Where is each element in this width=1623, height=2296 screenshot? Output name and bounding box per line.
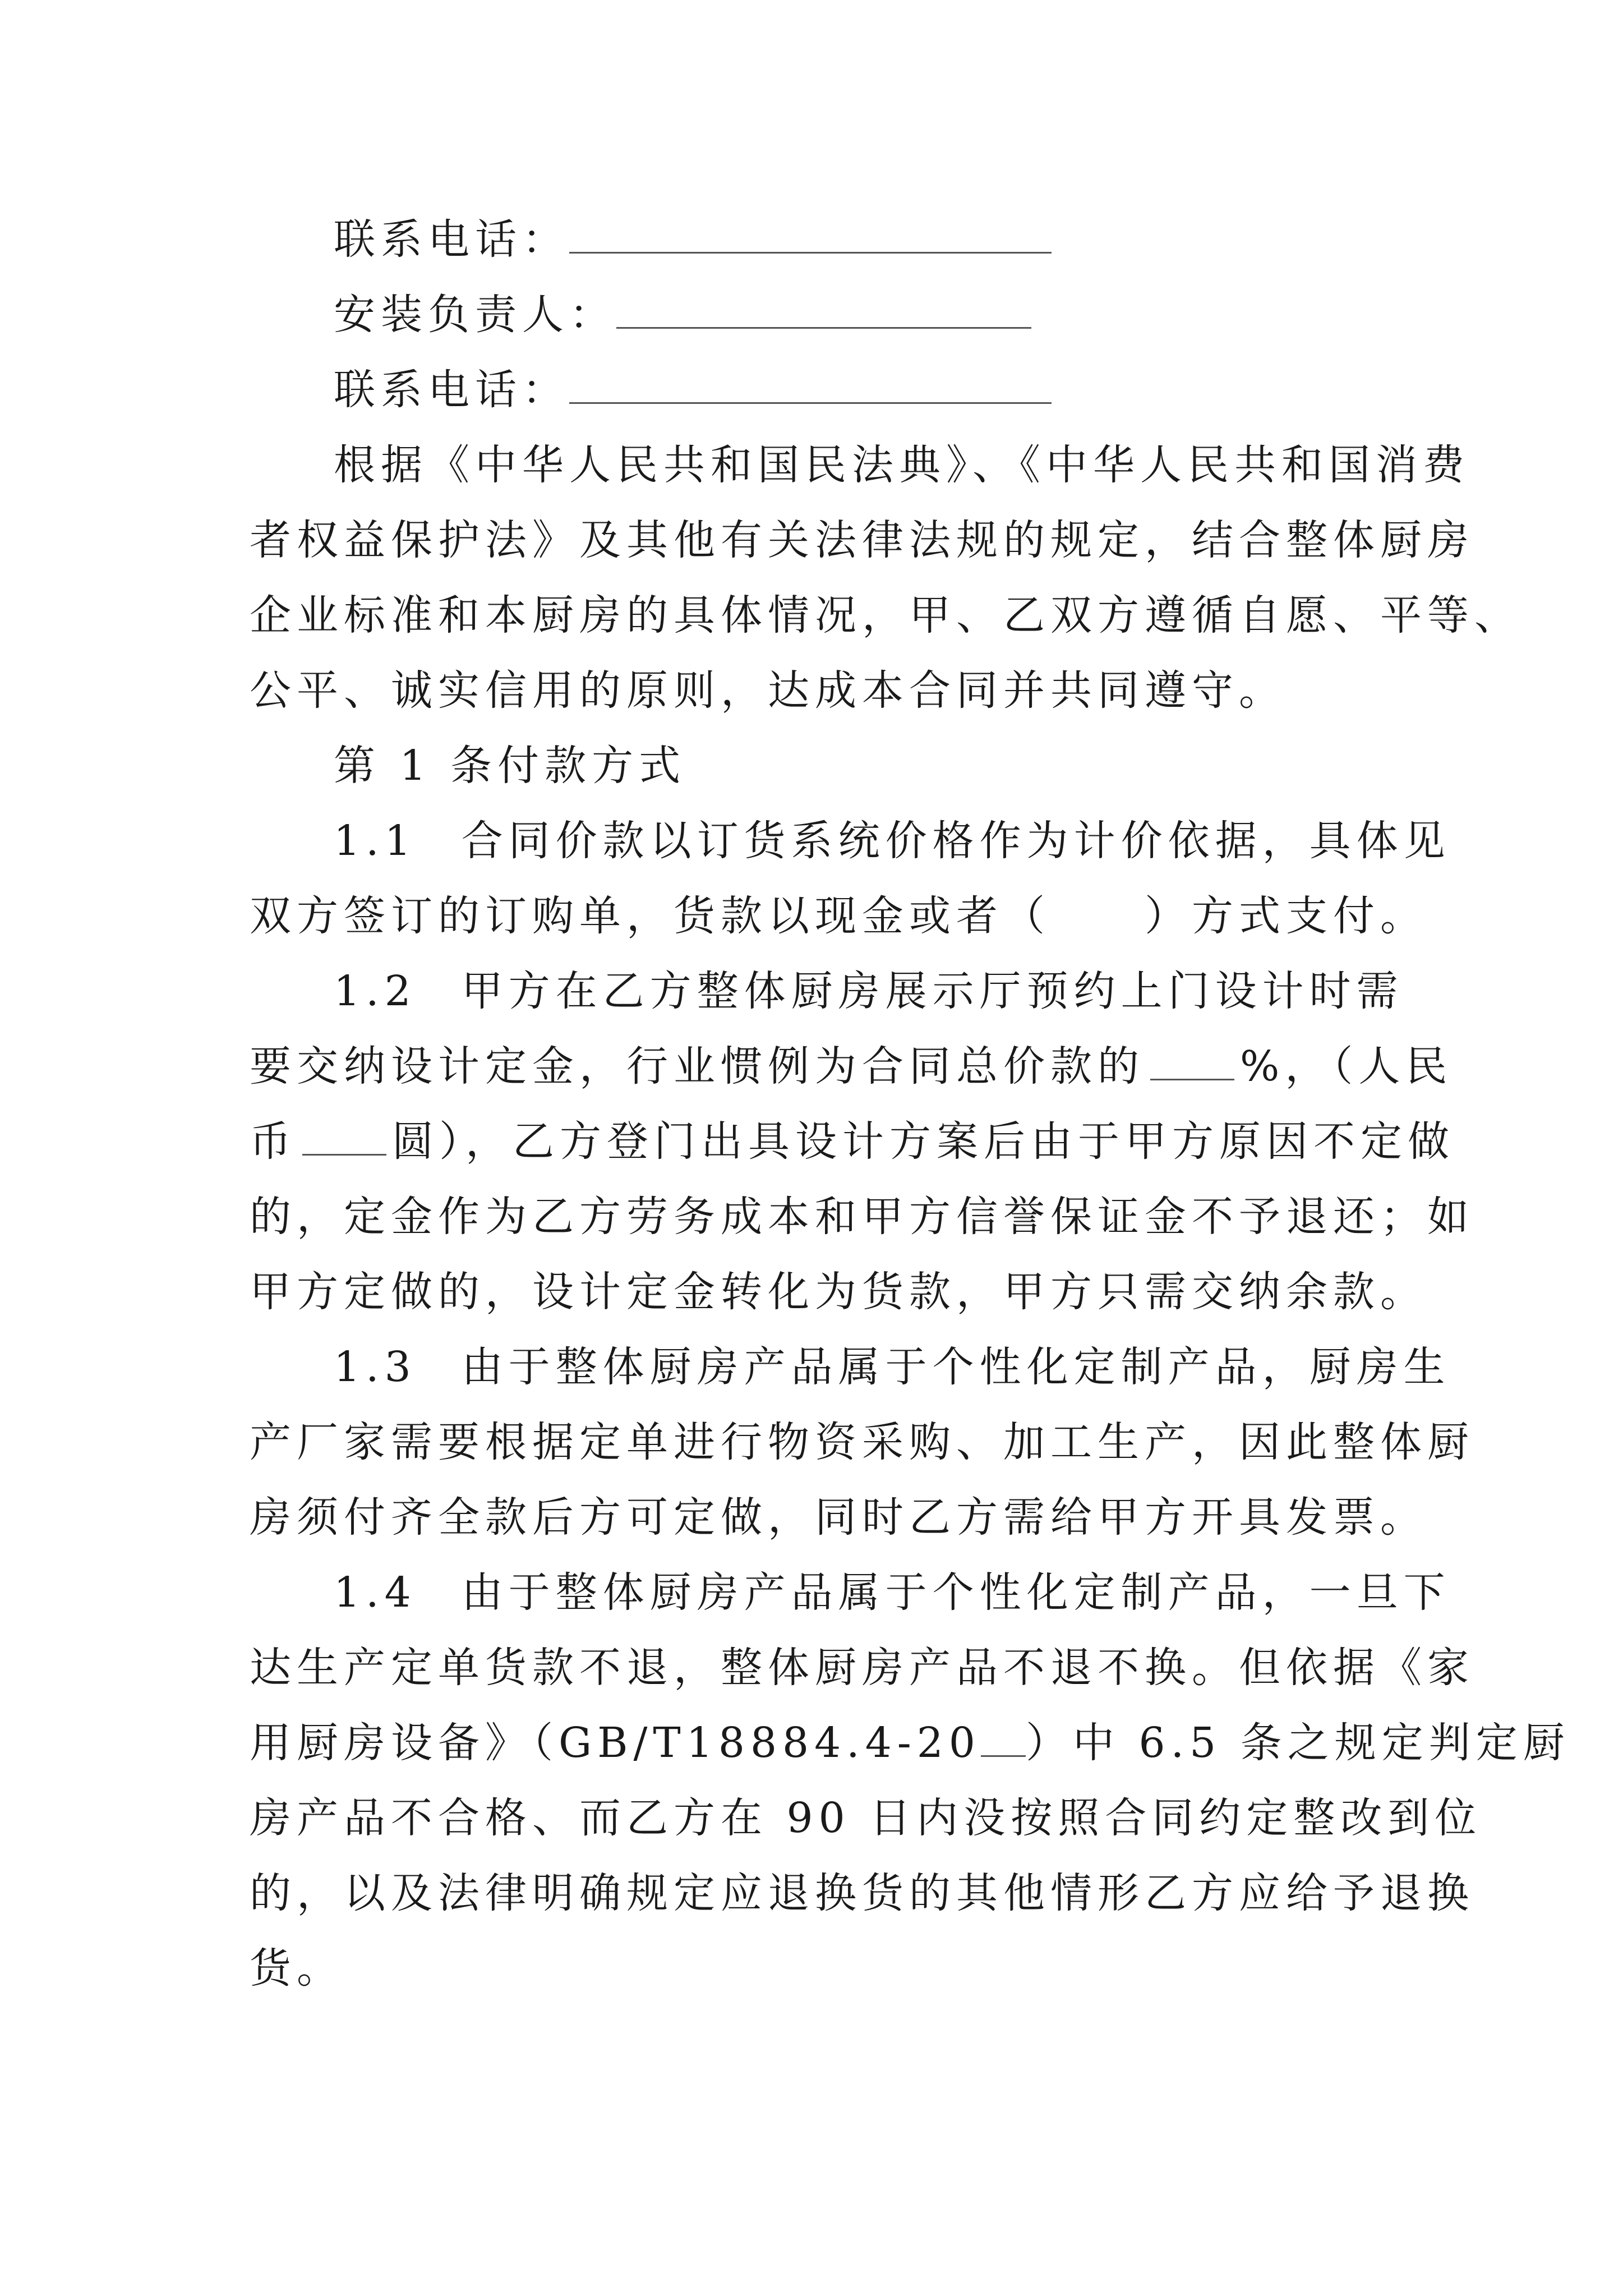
intro-line: 公平、诚实信用的原则，达成本合同并共同遵守。 [250, 666, 1286, 715]
contact-phone-row-2 [250, 352, 1388, 427]
intro-line: 企业标准和本厨房的具体情况，甲、乙双方遵循自愿、平等、 [250, 591, 1521, 639]
clause-text: 用厨房设备》（GB/T18884.4-20 [250, 1719, 981, 1767]
clause-line: 的，定金作为乙方劳务成本和甲方信誉保证金不予退还；如 [250, 1193, 1474, 1241]
clause-line: 产厂家需要根据定单进行物资采购、加工生产，因此整体厨 [250, 1418, 1474, 1466]
deposit-amount-blank[interactable] [302, 1120, 386, 1156]
clause-1-4 [250, 1555, 1451, 1630]
installer-label: 安装负责人： [334, 291, 616, 339]
clause-text: 圆），乙方登门出具设计方案后由于甲方原因不定做 [392, 1117, 1455, 1166]
clause-1-1 [250, 803, 1451, 878]
contract-page [250, 202, 1570, 2006]
clause-number: 1.4 [334, 1568, 417, 1617]
contact-phone-blank[interactable] [569, 369, 1052, 404]
clause-text: 币 [250, 1117, 297, 1166]
clause-line [250, 1705, 1570, 1780]
clause-line: 房须付齐全款后方可定做，同时乙方需给甲方开具发票。 [250, 1493, 1427, 1542]
clause-line: 货。 [250, 1944, 344, 1993]
installer-blank[interactable] [616, 293, 1031, 329]
contact-phone-label: 联系电话： [334, 366, 569, 414]
clause-text: %，（人民 [1240, 1042, 1453, 1091]
contact-phone-row-1 [250, 202, 1388, 277]
clause-text: 由于整体厨房产品属于个性化定制产品，一旦下 [461, 1568, 1451, 1617]
clause-1-3 [250, 1329, 1451, 1405]
clause-text: 甲方在乙方整体厨房展示厅预约上门设计时需 [461, 967, 1404, 1015]
clause-1-2 [250, 954, 1404, 1029]
clause-text: 要交纳设计定金，行业惯例为合同总价款的 [250, 1042, 1145, 1091]
clause-text: 合同价款以订货系统价格作为计价依据，具体见 [461, 817, 1451, 865]
clause-line: 双方签订的订购单，货款以现金或者（ ）方式支付。 [250, 892, 1427, 940]
clause-number: 1.2 [334, 967, 417, 1015]
contact-phone-blank[interactable] [569, 218, 1052, 254]
clause-number: 1.1 [334, 817, 417, 865]
clause-line [250, 1029, 1453, 1104]
clause-line [250, 1104, 1455, 1179]
intro-line: 根据《中华人民共和国民法典》、《中华人民共和国消费 [334, 441, 1470, 489]
intro-line: 者权益保护法》及其他有关法律法规的规定，结合整体厨房 [250, 516, 1474, 564]
clause-text: ）中 6.5 条之规定判定厨 [1025, 1719, 1570, 1767]
clause-line: 房产品不合格、而乙方在 90 日内没按照合同约定整改到位 [250, 1794, 1482, 1842]
deposit-percent-blank[interactable] [1150, 1045, 1234, 1080]
clause-number: 1.3 [334, 1343, 417, 1391]
installer-row [250, 277, 1388, 352]
clause-text: 由于整体厨房产品属于个性化定制产品，厨房生 [461, 1343, 1451, 1391]
article-title: 第 1 条付款方式 [334, 742, 686, 790]
clause-line: 达生产定单货款不退，整体厨房产品不退不换。但依据《家 [250, 1644, 1474, 1692]
contact-phone-label: 联系电话： [334, 215, 569, 264]
clause-line: 甲方定做的，设计定金转化为货款，甲方只需交纳余款。 [250, 1268, 1427, 1316]
standard-year-blank[interactable] [981, 1722, 1026, 1757]
clause-line: 的，以及法律明确规定应退换货的其他情形乙方应给予退换 [250, 1869, 1474, 1917]
